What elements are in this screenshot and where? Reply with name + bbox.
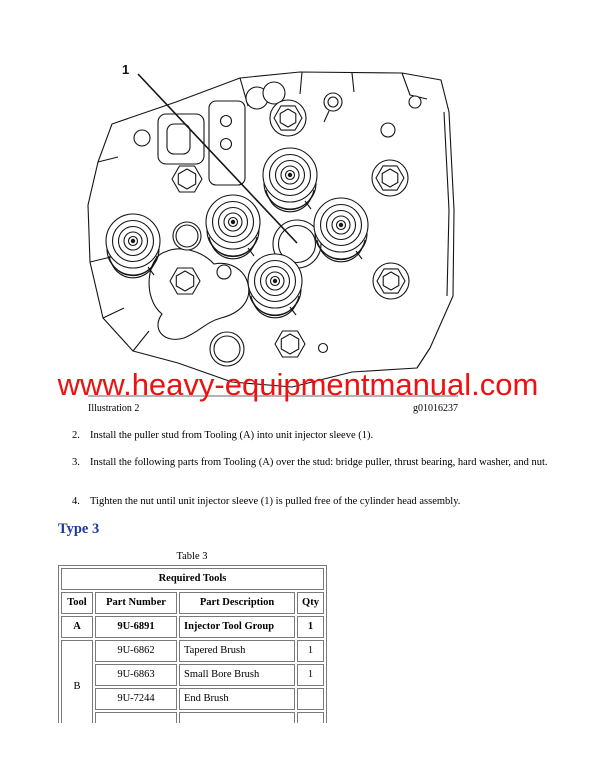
step-item-3 bbox=[72, 456, 550, 470]
step-item-2 bbox=[72, 429, 550, 443]
section-heading-type-3: Type 3 bbox=[58, 521, 100, 537]
mounting-bracket-center bbox=[209, 101, 245, 185]
cylinder-head-illustration bbox=[62, 28, 466, 396]
illustration-caption-label: Illustration 2 bbox=[88, 403, 140, 414]
illustration-caption-row bbox=[88, 403, 458, 415]
column-header-part-description: Part Description bbox=[179, 592, 295, 614]
hex-bolt-icon bbox=[372, 160, 408, 196]
column-header-part-number: Part Number bbox=[95, 592, 177, 614]
injector-sleeve bbox=[263, 148, 317, 212]
hex-bolt-icon bbox=[373, 263, 409, 299]
table-row bbox=[61, 688, 324, 710]
cell-part-number: 9U-6863 bbox=[95, 664, 177, 686]
cell-part-description bbox=[179, 712, 295, 723]
injector-sleeve bbox=[206, 195, 260, 259]
injector-sleeve bbox=[106, 214, 160, 278]
casting-outline bbox=[88, 72, 454, 387]
table-header-row bbox=[61, 592, 324, 614]
column-header-tool: Tool bbox=[61, 592, 93, 614]
cell-part-number bbox=[95, 712, 177, 723]
step-text: Install the following parts from Tooling (A) over the stud: bridge puller, thrust bearing, hard washer, and nut. bbox=[90, 457, 548, 468]
watermark-text: www.heavy-equipmentmanual.com bbox=[57, 367, 539, 402]
table-row bbox=[61, 616, 324, 638]
table-title-row bbox=[61, 568, 324, 590]
cell-qty: 1 bbox=[297, 616, 324, 638]
cell-qty bbox=[297, 688, 324, 710]
cell-part-description: End Brush bbox=[179, 688, 295, 710]
required-tools-table-container bbox=[58, 565, 358, 723]
cell-qty bbox=[297, 712, 324, 723]
hex-bolt-icon bbox=[270, 100, 306, 136]
injector-sleeve bbox=[248, 254, 302, 318]
step-text: Install the puller stud from Tooling (A) into unit injector sleeve (1). bbox=[90, 430, 374, 441]
cell-qty: 1 bbox=[297, 640, 324, 662]
cell-part-description: Injector Tool Group bbox=[179, 616, 295, 638]
cell-tool: A bbox=[61, 616, 93, 638]
cell-part-description: Small Bore Brush bbox=[179, 664, 295, 686]
injector-sleeve bbox=[314, 198, 368, 262]
callout-1-label: 1 bbox=[122, 62, 130, 77]
step-number: 3. bbox=[72, 457, 80, 468]
table-row bbox=[61, 640, 324, 662]
cell-part-number: 9U-6891 bbox=[95, 616, 177, 638]
step-item-4 bbox=[72, 495, 550, 509]
column-header-qty: Qty bbox=[297, 592, 324, 614]
cell-part-description: Tapered Brush bbox=[179, 640, 295, 662]
cell-tool: B bbox=[61, 640, 93, 723]
table-row bbox=[61, 664, 324, 686]
cell-qty: 1 bbox=[297, 664, 324, 686]
table-title: Required Tools bbox=[61, 568, 324, 590]
cell-part-number: 9U-7244 bbox=[95, 688, 177, 710]
table-caption: Table 3 bbox=[176, 551, 208, 562]
step-text: Tighten the nut until unit injector sleeve (1) is pulled free of the cylinder head assembly. bbox=[90, 496, 461, 507]
illustration-graphic-id: g01016237 bbox=[413, 403, 458, 414]
table-row-partial bbox=[61, 712, 324, 723]
mounting-bracket-left bbox=[158, 114, 204, 164]
required-tools-table bbox=[58, 565, 327, 723]
step-number: 4. bbox=[72, 496, 80, 507]
step-number: 2. bbox=[72, 430, 80, 441]
cell-part-number: 9U-6862 bbox=[95, 640, 177, 662]
